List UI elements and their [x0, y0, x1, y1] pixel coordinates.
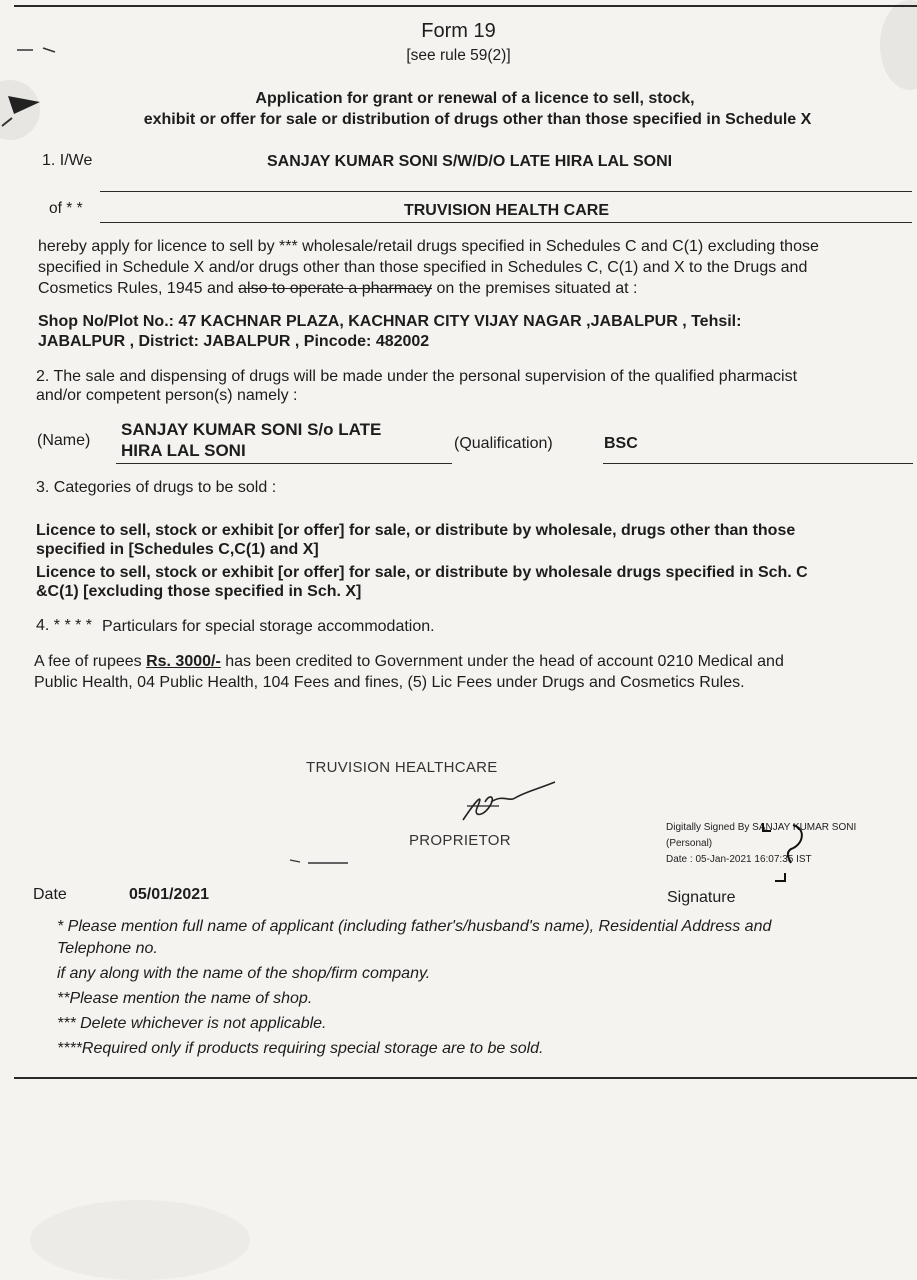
fee-line2: Public Health, 04 Public Health, 104 Fees and fines, (5) Lic Fees under Drugs and Cosmetics Rules. [34, 674, 745, 691]
apply-text-line3 [38, 280, 637, 298]
section4-label: 4. * * * * [36, 617, 93, 634]
application-title-line1: Application for grant or renewal of a licence to sell, stock, [255, 90, 695, 107]
qualification-value: BSC [604, 435, 638, 452]
stamp-dash-icon [288, 856, 358, 868]
fee-line1-start: A fee of rupees [34, 653, 147, 670]
rule-reference: [see rule 59(2)] [406, 47, 511, 64]
handwritten-signature-icon [455, 772, 565, 832]
digital-sign-line1: Digitally Signed By SANJAY KUMAR SONI [666, 822, 857, 833]
applicant-name-underline [100, 191, 912, 192]
section3-label: 3. Categories of drugs to be sold : [36, 479, 277, 496]
apply-text-line3-end: on the premises situated at : [432, 280, 638, 297]
note3: *** Delete whichever is not applicable. [57, 1015, 327, 1032]
note1-line3: if any along with the name of the shop/firm company. [57, 965, 431, 982]
form-title: Form 19 [421, 20, 496, 42]
pharmacist-name-line2: HIRA LAL SONI [121, 441, 246, 460]
section2-line2: and/or competent person(s) namely : [36, 387, 298, 404]
firm-stamp: TRUVISION HEALTHCARE [306, 759, 498, 776]
date-value: 05/01/2021 [129, 886, 210, 903]
apply-text-line3-start: Cosmetics Rules, 1945 and [38, 280, 239, 297]
note4: ****Required only if products requiring special storage are to be sold. [57, 1040, 544, 1057]
verification-mark-icon [755, 815, 815, 895]
firm-name-underline [100, 222, 912, 223]
section4-text: Particulars for special storage accommodation. [102, 618, 435, 635]
note1-line1: * Please mention full name of applicant (including father's/husband's name), Residential Address and [57, 918, 772, 935]
category1-line1: Licence to sell, stock or exhibit [or offer] for sale, or distribute by wholesale, drugs other than those [36, 522, 796, 539]
application-title-line2: exhibit or offer for sale or distribution of drugs other than those specified in Schedule X [143, 111, 812, 128]
struck-pharmacy-text: also to operate a pharmacy [238, 280, 432, 297]
digital-sign-line2: (Personal) [666, 838, 713, 849]
fee-amount: Rs. 3000/- [146, 653, 221, 670]
note1-line2: Telephone no. [57, 940, 158, 957]
section1-label: 1. I/We [42, 152, 93, 169]
signature-label: Signature [667, 889, 736, 906]
note2: **Please mention the name of shop. [57, 990, 313, 1007]
scan-smudge [30, 1200, 250, 1280]
pharmacist-name-line1: SANJAY KUMAR SONI S/o LATE [121, 420, 382, 439]
of-label: of * * [49, 200, 83, 217]
premises-address-line1: Shop No/Plot No.: 47 KACHNAR PLAZA, KACHNAR CITY VIJAY NAGAR ,JABALPUR , Tehsil: [38, 313, 742, 330]
name-label: (Name) [37, 432, 91, 449]
scan-smudge [880, 0, 917, 90]
qualification-underline [603, 463, 913, 464]
applicant-name: SANJAY KUMAR SONI S/W/D/O LATE HIRA LAL SONI [267, 153, 673, 170]
top-rule [14, 5, 917, 7]
section2-line1: 2. The sale and dispensing of drugs will be made under the personal supervision of the qualified pharmacist [36, 368, 798, 385]
category2-line2: &C(1) [excluding those specified in Sch. X] [36, 583, 362, 600]
firm-name: TRUVISION HEALTH CARE [403, 202, 610, 219]
fee-line1 [34, 653, 784, 671]
category1-line2: specified in [Schedules C,C(1) and X] [36, 541, 319, 558]
qualification-label: (Qualification) [454, 435, 553, 452]
bottom-rule [14, 1077, 917, 1079]
category2-line1: Licence to sell, stock or exhibit [or offer] for sale, or distribute by wholesale drugs specified in Sch. C [36, 564, 808, 581]
proprietor-label: PROPRIETOR [409, 832, 511, 849]
date-label: Date [33, 886, 67, 903]
pharmacist-name-underline [116, 463, 452, 464]
fee-line1-end: has been credited to Government under the head of account 0210 Medical and [220, 653, 784, 670]
digital-sign-line3: Date : 05-Jan-2021 16:07:35 IST [666, 854, 812, 865]
apply-text-line2: specified in Schedule X and/or drugs other than those specified in Schedules C, C(1) and X to the Drugs and [38, 259, 808, 276]
premises-address-line2: JABALPUR , District: JABALPUR , Pincode: 482002 [38, 333, 430, 350]
apply-text-line1: hereby apply for licence to sell by *** wholesale/retail drugs specified in Schedules C and C(1) excluding those [38, 238, 819, 255]
